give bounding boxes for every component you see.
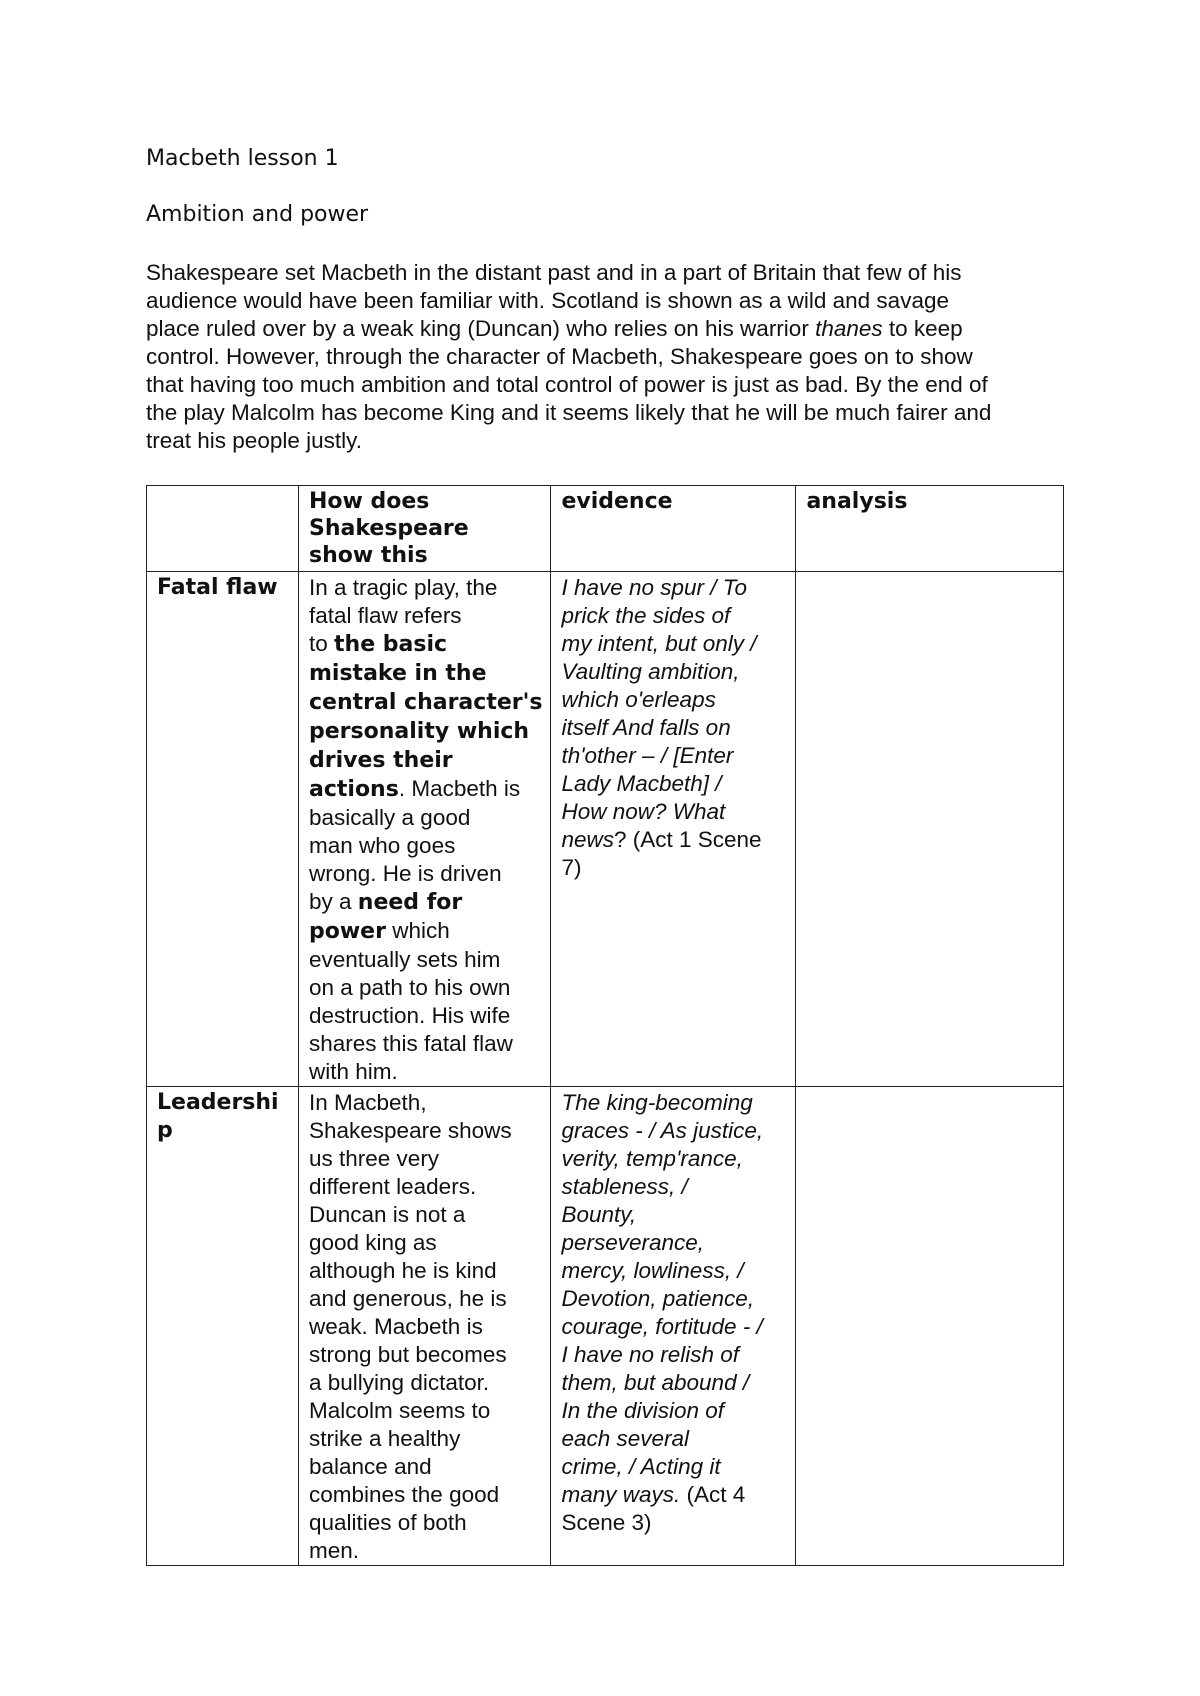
text-line	[309, 1117, 542, 1145]
text-segment: ? (Act 1 Scene	[613, 827, 762, 852]
text-line	[309, 1201, 542, 1229]
text-line: evidence	[561, 489, 673, 514]
text-segment: good king as	[309, 1230, 437, 1255]
text-line	[561, 1229, 787, 1257]
text-line	[561, 1285, 787, 1313]
text-line	[561, 742, 787, 770]
text-segment: actions	[309, 777, 399, 802]
text-line	[309, 1058, 542, 1086]
text-line: Fatal flaw	[157, 575, 278, 600]
text-line	[561, 1117, 787, 1145]
text-line	[561, 1397, 787, 1425]
text-segment: with him.	[309, 1059, 398, 1084]
text-segment: In a tragic play, the	[309, 575, 498, 600]
text-segment: eventually sets him	[309, 947, 501, 972]
text-segment: qualities of both	[309, 1510, 467, 1535]
text-segment: Malcolm seems to	[309, 1398, 491, 1423]
analysis-cell	[796, 1087, 1064, 1566]
text-line	[561, 714, 787, 742]
table-row-fatal-flaw	[147, 572, 1064, 1087]
text-line	[561, 686, 787, 714]
text-line	[309, 659, 542, 688]
text-segment: treat his people justly.	[146, 428, 362, 453]
text-segment: combines the good	[309, 1482, 500, 1507]
text-segment: drives their	[309, 748, 453, 773]
text-line	[309, 888, 542, 917]
text-line	[561, 1089, 787, 1117]
text-segment: Lady Macbeth] /	[561, 771, 722, 796]
text-segment: wrong. He is driven	[309, 861, 502, 886]
how-cell	[299, 572, 551, 1087]
text-line	[561, 770, 787, 798]
text-line	[561, 1145, 787, 1173]
text-line	[309, 1030, 542, 1058]
text-segment: Shakespeare shows	[309, 1118, 512, 1143]
text-segment: basically a good	[309, 805, 471, 830]
text-segment: Shakespeare set Macbeth in the distant past and in a part of Britain that few of his	[146, 260, 962, 285]
text-line	[561, 1257, 787, 1285]
text-segment: In the division of	[561, 1398, 725, 1423]
text-line	[309, 804, 542, 832]
text-line	[561, 1173, 787, 1201]
text-line	[561, 1425, 787, 1453]
text-line	[309, 746, 542, 775]
text-segment: personality which	[309, 719, 530, 744]
text-line	[309, 1229, 542, 1257]
text-line	[561, 1341, 787, 1369]
text-segment: 7)	[561, 855, 582, 880]
text-line	[309, 602, 542, 630]
text-segment: my intent, but only /	[561, 631, 757, 656]
text-segment: which	[385, 918, 450, 943]
theme-cell	[147, 572, 299, 1087]
text-segment: verity, temp'rance,	[561, 1146, 743, 1171]
text-line	[146, 315, 1071, 343]
header-how-cell	[299, 486, 551, 572]
text-segment: mistake in the	[309, 661, 487, 686]
text-line	[561, 1201, 787, 1229]
text-line: How does	[309, 489, 430, 514]
text-segment: central character's	[309, 690, 543, 715]
intro-paragraph	[146, 259, 1071, 455]
text-segment: In Macbeth,	[309, 1090, 427, 1115]
text-line	[309, 974, 542, 1002]
text-segment: many ways.	[561, 1482, 687, 1507]
text-segment: each several	[561, 1426, 690, 1451]
text-segment: The king-becoming	[561, 1090, 753, 1115]
text-segment: courage, fortitude - /	[561, 1314, 763, 1339]
text-segment: to	[309, 631, 335, 656]
text-segment: balance and	[309, 1454, 432, 1479]
text-line	[309, 1173, 542, 1201]
text-line	[309, 1313, 542, 1341]
text-line	[146, 399, 1071, 427]
text-segment: th'other – / [Enter	[561, 743, 734, 768]
text-line	[561, 574, 787, 602]
text-line	[309, 1425, 542, 1453]
text-line	[561, 602, 787, 630]
text-line	[309, 1257, 542, 1285]
text-line	[561, 1313, 787, 1341]
text-segment: need for	[357, 890, 463, 915]
text-line	[561, 658, 787, 686]
text-segment: itself And falls on	[561, 715, 731, 740]
text-segment: on a path to his own	[309, 975, 511, 1000]
text-line	[309, 1002, 542, 1030]
lesson-table	[146, 485, 1064, 1566]
text-segment: a bullying dictator.	[309, 1370, 490, 1395]
text-line: analysis	[806, 489, 908, 514]
text-line	[309, 860, 542, 888]
text-segment: graces - / As justice,	[561, 1118, 764, 1143]
text-line	[146, 343, 1071, 371]
text-segment: place ruled over by a weak king (Duncan) who relies on his warrior	[146, 316, 816, 341]
text-line	[146, 427, 1071, 455]
text-segment: thanes	[815, 316, 883, 341]
text-segment: perseverance,	[561, 1230, 705, 1255]
text-segment: I have no spur / To	[561, 575, 747, 600]
text-segment: although he is kind	[309, 1258, 497, 1283]
text-line	[146, 371, 1071, 399]
text-segment: strike a healthy	[309, 1426, 461, 1451]
text-segment: stableness, /	[561, 1174, 688, 1199]
text-segment: audience would have been familiar with. Scotland is shown as a wild and savage	[146, 288, 949, 313]
text-segment: the play Malcolm has become King and it seems likely that he will be much fairer and	[146, 400, 992, 425]
text-segment: strong but becomes	[309, 1342, 507, 1367]
text-line	[309, 688, 542, 717]
text-segment: How now? What	[561, 799, 726, 824]
text-line	[309, 1341, 542, 1369]
document-title: Macbeth lesson 1	[146, 146, 339, 171]
text-line	[561, 854, 787, 882]
text-segment: news	[561, 827, 614, 852]
text-line	[309, 775, 542, 804]
text-line	[561, 630, 787, 658]
text-line	[309, 574, 542, 602]
text-line	[309, 946, 542, 974]
text-line	[146, 259, 1071, 287]
text-segment: . Macbeth is	[398, 776, 521, 801]
text-line: Shakespeare	[309, 516, 469, 541]
analysis-cell	[796, 572, 1064, 1087]
text-line: p	[157, 1118, 173, 1143]
text-segment: Vaulting ambition,	[561, 659, 740, 684]
theme-cell	[147, 1087, 299, 1566]
text-line	[309, 1369, 542, 1397]
evidence-cell	[551, 572, 796, 1087]
text-line	[309, 832, 542, 860]
text-line	[309, 917, 542, 946]
header-analysis-cell	[796, 486, 1064, 572]
text-line	[309, 717, 542, 746]
text-segment: the basic	[334, 632, 448, 657]
text-segment: and generous, he is	[309, 1286, 507, 1311]
text-segment: Bounty,	[561, 1202, 637, 1227]
text-segment: Duncan is not a	[309, 1202, 466, 1227]
text-segment: I have no relish of	[561, 1342, 740, 1367]
text-segment: power	[309, 919, 386, 944]
evidence-cell	[551, 1087, 796, 1566]
document-subtitle: Ambition and power	[146, 202, 369, 227]
text-segment: mercy, lowliness, /	[561, 1258, 744, 1283]
text-line	[309, 1481, 542, 1509]
header-blank-cell	[147, 486, 299, 572]
text-line	[561, 1369, 787, 1397]
text-segment: (Act 4	[686, 1482, 746, 1507]
text-segment: destruction. His wife	[309, 1003, 511, 1028]
text-segment: us three very	[309, 1146, 440, 1171]
text-segment: to keep	[882, 316, 963, 341]
text-line	[309, 1509, 542, 1537]
text-line: Leadershi	[157, 1090, 279, 1115]
text-segment: crime, / Acting it	[561, 1454, 721, 1479]
text-segment: man who goes	[309, 833, 456, 858]
text-line	[309, 1397, 542, 1425]
text-line	[309, 1537, 542, 1565]
text-segment: that having too much ambition and total control of power is just as bad. By the end of	[146, 372, 988, 397]
text-line	[309, 1145, 542, 1173]
text-segment: weak. Macbeth is	[309, 1314, 483, 1339]
text-line	[309, 1453, 542, 1481]
table-header-row	[147, 486, 1064, 572]
text-segment: control. However, through the character of Macbeth, Shakespeare goes on to show	[146, 344, 973, 369]
header-evidence-cell	[551, 486, 796, 572]
text-line	[309, 630, 542, 659]
text-line	[309, 1285, 542, 1313]
text-line	[561, 826, 787, 854]
table-row-leadership	[147, 1087, 1064, 1566]
text-line: show this	[309, 543, 428, 568]
text-segment: them, but abound /	[561, 1370, 750, 1395]
text-segment: by a	[309, 889, 358, 914]
text-segment: prick the sides of	[561, 603, 731, 628]
text-line	[146, 287, 1071, 315]
text-line	[561, 798, 787, 826]
text-segment: men.	[309, 1538, 360, 1563]
text-line	[561, 1509, 787, 1537]
text-segment: Scene 3)	[561, 1510, 652, 1535]
text-line	[561, 1453, 787, 1481]
text-segment: fatal flaw refers	[309, 603, 462, 628]
text-segment: Devotion, patience,	[561, 1286, 755, 1311]
text-segment: different leaders.	[309, 1174, 477, 1199]
text-segment: which o'erleaps	[561, 687, 716, 712]
how-cell	[299, 1087, 551, 1566]
text-line	[309, 1089, 542, 1117]
text-line	[561, 1481, 787, 1509]
text-segment: shares this fatal flaw	[309, 1031, 513, 1056]
